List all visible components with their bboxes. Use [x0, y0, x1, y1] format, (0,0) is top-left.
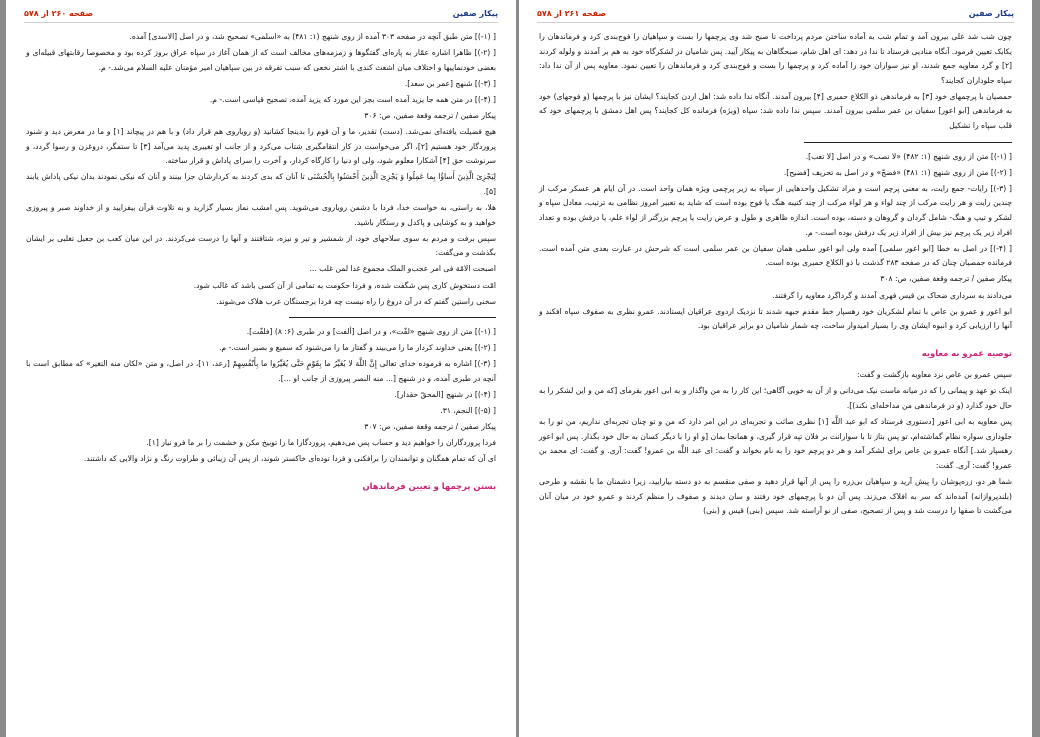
header-divider — [537, 22, 1014, 23]
paragraph: سپس برفت و مردم به سوی سلاحهای خود، از شمشیر و تیر و نیزه، شتافتند و آنها را درست می‌کردند. در این میان کعب بن جعیل تغلبی بر ایشان بگذشت و می‌گفت: — [26, 233, 496, 258]
verse-line: امّت دستخوش کاری پس شگفت شده، و فردا حکومت به تمامی از آن کسی باشد که غالب شود. — [193, 280, 496, 290]
page-number: صفحه ۲۶۰ از ۵۷۸ — [24, 9, 94, 18]
footnote: [ (۲-)] ظاهرا اشاره عمّار به پاره‌ای گفتگوها و زمزمه‌های مخالف است که از همان آغاز در سپاه عراق بروز کرده بود و مخصوصا رقابتهای قبیله‌ای و بعضی خودنماییها و اختلاف میان اشعث کندی با اشتر نخعی که سبب تفرقه در بین سپاهیان امیر مؤمنان علیه السلام می‌شد.- م. — [26, 48, 496, 72]
footnote: [ (۱-)] متن از روی شنهج (۱: ۴۸۲) «لا تصب» و در اصل [لا تعب]. — [805, 151, 1012, 161]
page-ref: پیکار صفین / ترجمه وقعة صفین، ص: ۳۰۷ — [364, 422, 496, 432]
page-body — [26, 30, 496, 731]
paragraph: هلا، به راستی، به خواست خدا، فردا با دشمن رویاروی می‌شوید. پس امشب نماز بسیار گزارید و به تلاوت قرآن بیفزایید و از خداوند صبر و پیروزی خواهید و به کوشایی و پاکدل و رستگار باشید. — [26, 203, 496, 227]
paragraph: چون شب شد علی بیرون آمد و تمام شب به آماده ساختن مردم پرداخت تا صبح شد وی پرچمها را بست و سپاهیان را فوج‌بندی کرد و فرماندهان را یکایک تعیین فرمود. آنگاه منادیی فرستاد تا ندا در دهد: ای اهل شام، صبحگاهان به پیکار آیید. پس شامیان در لشکرگاه خود به هم بر آمدند و ولوله کردند [۲] و گرد معاویه جمع شدند، او نیز سواران خود را آماده کرد و پرچمها را بست و فوج‌بندی کرد و فرماندهان را تعیین نمود. معاویه پس از آن ندا داد: سپاه جلوداران کجایند؟ — [539, 32, 1012, 85]
section-heading: توصیه عمرو به معاویه — [921, 347, 1012, 358]
footnote: [ (۴-)] در اصل به خطا [ابو اعور سلمی] آمده ولی ابو اعور سلمی همان سفیان بن عمر سلمی است که شرحش در عبارت بعدی متن آمده است. فرمانده حمصیان چنان که در صفحه ۲۸۳ گذشت با ذو الکلاع حمیری بوده است. — [539, 243, 1012, 268]
footnote: [ (۲-)] یعنی خداوند کردار ما را می‌بیند و گفتار ما را می‌شنود که سمیع و بصیر است.- م. — [218, 343, 496, 353]
paragraph: حمصیان با پرچمهای خود [۳] به فرماندهی ذو الکلاع حمیری [۴] بیرون آمدند. آنگاه ندا داده شد: اهل اردن کجایند؟ ایشان نیز با پرچمها (و فوجهای) خود به فرماندهی [ابو اعور] سفیان بن عمر سلمی بیرون آمدند. سپس ندا داده شد: سپاه (ویژه) فرمانده کل کجایند؟ پس اهل دمشق با پرچمهای خود که قلب سپاه را تشکیل — [539, 91, 1013, 131]
paragraph: اینک تو عهد و پیمانی را که در میانه ماست نیک می‌دانی و از آن به خوبی آگاهی؛ این کار را به من واگذار و به ابی اعور بفرمای [که من و این لشکر را به حال خود گذارد (و در فرماندهی من مداخله‌ای نکند)]. — [539, 386, 1012, 411]
footnote-separator — [804, 142, 1012, 143]
section-heading: بستن پرچمها و تعیین فرماندهان — [362, 481, 496, 492]
page-header — [537, 9, 1014, 23]
footnote: [ (۳-)] شنهج [عمر بن سعد]. — [404, 78, 496, 88]
paragraph: لِیَجْزِیَ الَّذِینَ أَساؤُا بِما عَمِلُوا وَ یَجْزِیَ الَّذِینَ أَحْسَنُوا بِالْحُسْنَی تا آنان که بدی کردند به کردارشان جزا بینند و آنان که نیکی نمودند بدان نیکی پاداش یابند [۵]. — [26, 172, 496, 196]
paragraph: می‌دادند به سرداری ضحاک بن قیس فهری آمدند و گرداگرد معاویه را گرفتند. — [772, 290, 1012, 300]
page-ref: پیکار صفین / ترجمه وقعة صفین، ص: ۳۰۶ — [364, 110, 496, 120]
footnote: [ (۴-)] در متن همه جا یزید آمده است بجز این مورد که یزید آمده، تصحیح قیاسی است.- م. — [209, 94, 496, 104]
footnote: [ (۳-)] رایات- جمع رایت، به معنی پرچم است و مراد تشکیل واحدهایی از سپاه به زیر پرچمی ویژه همان واحد است. در آن ایام هر عسکر مرکب از چندین رایت و هر رایت مرکب از چند لواء و هر لواء مرکب از چند کتیبه هنگ یا فوج بوده است که شاید به تعبیر امروز نظامی به ترتیب، معادل سپاه و لشکر و تیپ و هنگ- شامل گردان و گروهان و دسته، بوده است. اندازه ظاهری و طول و عرض رایت یا پرچم بزرگتر از لواء علم، یا درفش بوده و تعداد افراد زیر یک پرچم نیز بیش از افراد زیر یک درفش بوده است.- م. — [539, 183, 1012, 237]
footnote-separator — [289, 317, 496, 318]
verse-line: سخنی راستین گفتم که در آن دروغ را راه نیست چه فردا برجستگان عرب هلاک می‌شوند. — [216, 296, 496, 306]
footnote: [ (۲-)] متن از روی شنهج (۱: ۴۸۱) «فضجّ» و در اصل به تحریف [فضیح]. — [783, 167, 1012, 177]
paragraph: پس معاویه به ابی اعور [دستوری فرستاد که ابو عبد اللَّه [۱] نظری صائب و تجربه‌ای در این امر دارد که من و تو چنان تجربه‌ای نداریم، من تو را به جلوداری سواره نظام گماشته‌ام، تو پس بتاز تا با سوارانت بر فلان تپه قرار گیری، و همانجا بمان [و او را با دیگر کسان به حال خود بگذار. پس ابو اعور رهسپار شد.] آنگاه عمرو بن عاص برای لشکر آمد و هر دو پرچم خود را به نام بخواند و گفت: ای عبد اللَّه بن عمرو! گفت: آری. و گفت: ای محمد بن عمرو! گفت: آری. گفت: — [539, 417, 1013, 470]
page-ref: پیکار صفین / ترجمه وقعة صفین، ص: ۳۰۸ — [880, 274, 1012, 284]
paragraph: فردا پروردگاران را خواهیم دید و حساب پس می‌دهیم، پروردگارا ما را توبیخ مکن و خشمت را بر ما فرو نیار [۱]. — [146, 438, 496, 448]
document-page-left — [6, 0, 516, 737]
footnote: [ (۵-)] النجم، ۳۱. — [440, 406, 496, 416]
footnote: [ (۱-)] متن از روی شنهج «لفّت»، و در اصل [ألفت] و در طبری (۶: ۸) [فلفّت]. — [246, 327, 496, 337]
document-page-right — [519, 0, 1032, 737]
verse-line: اصبحت الامّة فی امر عجب‌و الملک مجموع غدا لمن غلب ... — [309, 264, 496, 274]
book-title: پیکار صفین — [452, 9, 498, 18]
page-body — [539, 30, 1012, 731]
book-title: پیکار صفین — [968, 9, 1014, 18]
paragraph: ای آن که تمام همگنان و توانمندان را برافکنی و فردا توده‌ای خاکستر شوند، از پس آن زیبائی و طراوت رنگ و نژاد والایی که داشتند. — [83, 454, 496, 464]
footnote: [ (۴-)] در شنهج [المحقّ حقدار]. — [394, 390, 496, 400]
footnote: [ (۳-)] اشاره به فرموده خدای تعالی إِنَّ اللَّهَ لا یُغَیِّرُ ما بِقَوْمٍ حَتَّی یُغَیِّرُوا ما بِأَنْفُسِهِمْ [رعد، ۱۱]، در اصل، و متن «لکان منه التغیر» که مطابق است با آنچه در طبری آمده، و در شنهج [... منه النصر پیروزی از جانب او ...]. — [26, 359, 496, 383]
paragraph: ابو اعور و عمرو بن عاص با تمام لشکریان خود رهسپار خط مقدم جبهه شدند تا نزدیک اردوی عراقیان ایستادند. عمرو نظری به صفوف سپاه افکند و آنها را ارزیابی کرد و انبوه ایشان وی را بسیار امیدوار ساخت، چه شمار شامیان دو برابر عراقیان بود. — [539, 306, 1012, 331]
footnote: [ (۱-)] متن طبق آنچه در صفحه ۳۰۳ آمده از روی شنهج (۱: ۴۸۱) به «اسلمی» تصحیح شد، و در اصل [الاسدی] آمده. — [129, 32, 496, 41]
paragraph: هیچ فضیلت یافته‌ای نمی‌شد. (دست) تقدیر، ما و آن قوم را بدینجا کشانید (و رویاروی هم قرار داد) و با هم در پیچاند [۱] و ما در معرض دید و شنود پروردگار خود هستیم [۲]، اگر می‌خواست در کار انتقامگیری شتاب می‌کرد و از جانب او تغییری پدید می‌آمد [۳] تا ستمگر، دروغزن و رسوا گردد، و سرنوشت حق [۴] آشکارا معلوم شود، ولی او دنیا را کارگاه کردار، و آخرت را سرای پاداش و قرار ساخته. — [26, 127, 496, 166]
page-number: صفحه ۲۶۱ از ۵۷۸ — [537, 9, 607, 18]
paragraph: سپس عمرو بن عاص نزد معاویه بازگشت و گفت: — [856, 370, 1012, 380]
header-divider — [24, 22, 498, 23]
page-header — [24, 9, 498, 23]
paragraph: شما هر دو، زره‌پوشان را پیش آرید و سپاهیان بی‌زره را پس از آنها قرار دهید و صفی منقسم به دو دسته بیارایید، زیرا دشمنان ما با نقشه و طرحی (بلندپروازانه) آمده‌اند که سر به افلاک می‌زند. پس آن دو با پرچمهای خود رفتند و سان دیدند و صفوف را منظم کردند و عمرو خود در میان آنان می‌گشت تا صفها را درست شد و پس از تصحیح، صفی از نو آراسته شد. سپس (بنی) قیس و (بنی) — [539, 477, 1012, 516]
